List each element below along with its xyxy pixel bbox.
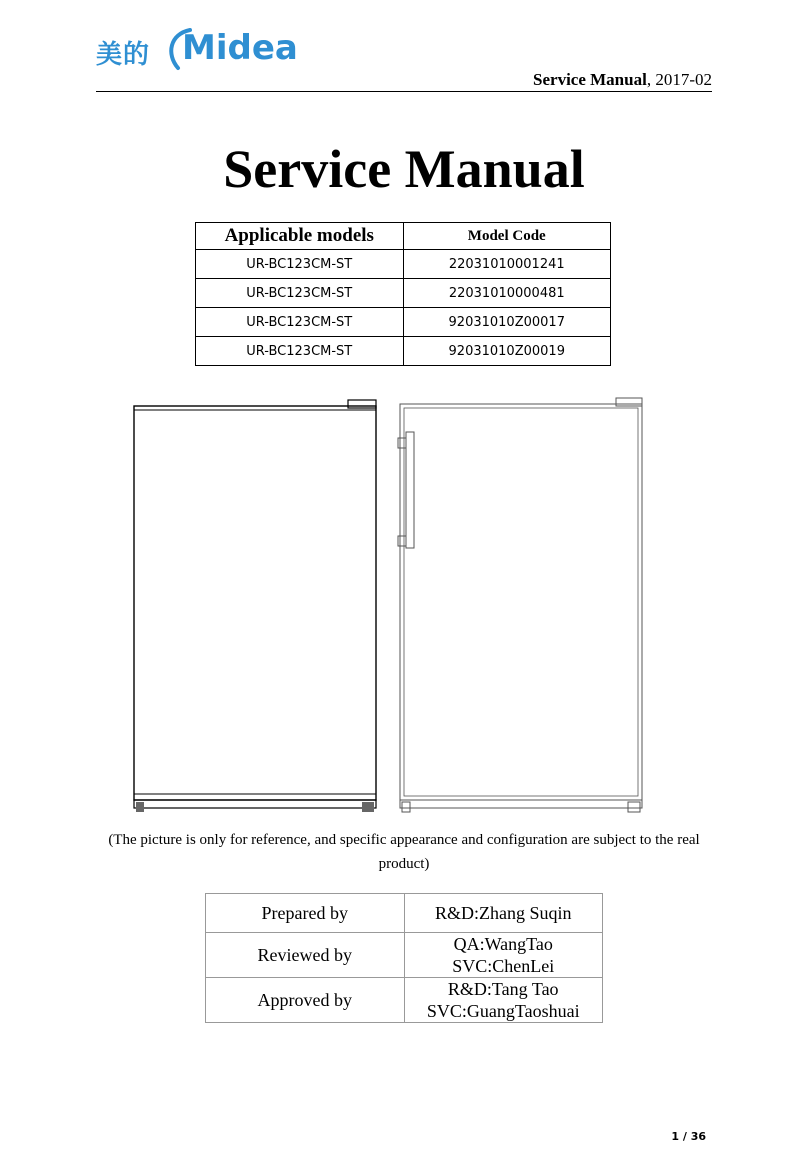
fridge-illustration <box>130 396 650 816</box>
models-table <box>195 222 611 366</box>
disclaimer-line-1: (The picture is only for reference, and specific appearance and configuration are subject to the real <box>108 832 700 848</box>
model-code-cell: 22031010000481 <box>403 279 611 308</box>
model-name-cell: UR-BC123CM-ST <box>196 279 404 308</box>
approved-by-rd: R&D:Tang Tao <box>447 979 559 999</box>
midea-logo <box>96 24 296 74</box>
prepared-by-label: Prepared by <box>206 894 405 933</box>
image-disclaimer <box>80 828 728 876</box>
fridge-handle-view <box>398 398 642 812</box>
table-row <box>196 337 611 366</box>
reviewed-by-value <box>404 933 603 978</box>
approved-by-label: Approved by <box>206 978 405 1023</box>
prepared-by-value: R&D:Zhang Suqin <box>404 894 603 933</box>
table-row <box>206 933 603 978</box>
header-divider <box>96 91 712 92</box>
column-header-applicable-models: Applicable models <box>196 223 404 250</box>
table-row <box>196 308 611 337</box>
header-doc-info <box>533 70 712 90</box>
model-code-cell: 22031010001241 <box>403 250 611 279</box>
logo-chinese-text: 美的 <box>96 40 151 70</box>
table-row <box>196 279 611 308</box>
page-number: 1 / 36 <box>671 1130 706 1143</box>
model-name-cell: UR-BC123CM-ST <box>196 337 404 366</box>
disclaimer-line-2: product) <box>378 856 430 872</box>
logo-brand-text: Midea <box>182 28 298 68</box>
table-row <box>206 894 603 933</box>
header-doc-date: , 2017-02 <box>646 70 712 89</box>
table-row <box>196 250 611 279</box>
column-header-model-code: Model Code <box>403 223 611 250</box>
header-doc-label: Service Manual <box>533 70 647 89</box>
table-header-row <box>196 223 611 250</box>
model-code-cell: 92031010Z00019 <box>403 337 611 366</box>
page-title: Service Manual <box>223 139 585 199</box>
model-name-cell: UR-BC123CM-ST <box>196 308 404 337</box>
approved-by-value <box>404 978 603 1023</box>
signoff-table <box>205 893 603 1023</box>
reviewed-by-label: Reviewed by <box>206 933 405 978</box>
reviewed-by-qa: QA:WangTao <box>453 934 553 954</box>
model-code-cell: 92031010Z00017 <box>403 308 611 337</box>
reviewed-by-svc: SVC:ChenLei <box>452 956 555 976</box>
approved-by-svc: SVC:GuangTaoshuai <box>426 1001 580 1021</box>
table-row <box>206 978 603 1023</box>
model-name-cell: UR-BC123CM-ST <box>196 250 404 279</box>
fridge-front-view <box>134 400 376 812</box>
